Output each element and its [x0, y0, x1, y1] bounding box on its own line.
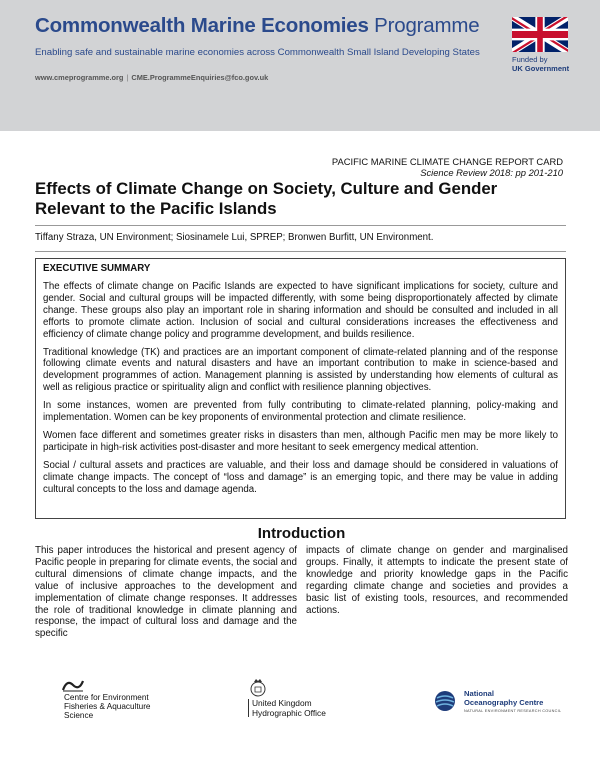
authors-divider: [35, 251, 566, 252]
programme-contact-links: [35, 73, 268, 82]
introduction-left-column: This paper introduces the historical and present agency of Pacific people in preparing for climate events, the social and cultural dimensions of climate change impacts, and the value of inclusive approaches to the development and implementation of climate change responses. It addresses the role of traditional knowledge in climate planning and response, the impact of cultural loss and damage and the specific: [35, 545, 297, 640]
email-link[interactable]: CME.ProgrammeEnquiries@fco.gov.uk: [131, 73, 269, 82]
programme-subtitle: Enabling safe and sustainable marine economies across Commonwealth Small Island Developing States: [35, 47, 480, 58]
link-separator: |: [126, 73, 129, 82]
website-link[interactable]: www.cmeprogramme.org: [35, 73, 124, 82]
executive-summary-box: [35, 258, 566, 519]
programme-title: [35, 14, 479, 38]
noc-line-1: National: [464, 689, 494, 698]
report-series: PACIFIC MARINE CLIMATE CHANGE REPORT CARD: [331, 156, 563, 167]
introduction-heading: [0, 525, 600, 542]
summary-paragraph-3: In some instances, women are prevented from fully contributing to climate-related planning, policy-making and implementation. Women can be key proponents of environmental protection and climate resilience.: [43, 400, 558, 424]
union-flag-icon: [512, 17, 568, 52]
funded-by-label: [512, 56, 569, 73]
cefas-name: [64, 693, 150, 721]
cefas-line-2: Fisheries & Aquaculture: [64, 702, 151, 712]
introduction-heading-text: Introduction: [257, 525, 346, 542]
noc-globe-icon: [433, 690, 461, 712]
cefas-wave-icon: [62, 677, 84, 692]
royal-crest-icon: [248, 678, 268, 698]
ukho-line-1: United Kingdom: [252, 698, 312, 708]
executive-summary-heading: EXECUTIVE SUMMARY: [43, 263, 151, 274]
ukho-line-2: Hydrographic Office: [252, 707, 326, 718]
noc-line-2: Oceanography Centre: [464, 697, 544, 707]
introduction-right-column: impacts of climate change on gender and marginalised groups. Finally, it attempts to indicate the present state of knowledge and priority knowledge gaps in the Pacific regarding climate change and societies and provides a basic list of existing tools, resources, and recommended actions.: [306, 545, 568, 616]
summary-paragraph-5: Social / cultural assets and practices are valuable, and their loss and damage should be considered in valuations of climate change impacts. The concept of “loss and damage” is an emerging topic, and there may be value in adding cultural concepts to the loss and damage agenda.: [43, 459, 558, 495]
paper-title: Effects of Climate Change on Society, Culture and Gender Relevant to the Pacific Islands: [35, 179, 498, 218]
funded-line-2: UK Government: [512, 63, 570, 73]
programme-header: [0, 0, 600, 131]
cefas-line-1: Centre for Environment: [64, 693, 149, 702]
cefas-line-3: Science: [64, 711, 94, 721]
summary-paragraph-2: Traditional knowledge (TK) and practices are an important component of climate-related planning and of the response following climate events and natural disasters and have an important contribution to make in science-based and development programmes of action. Management planning is assisted by understanding how elements of cultural as well as religious practice or spirituality align and conflict with resilience planning objectives.: [43, 346, 558, 394]
ukho-divider: [248, 699, 249, 717]
paper-authors: Tiffany Straza, UN Environment; Siosinamele Lui, SPREP; Bronwen Burfitt, UN Environment.: [35, 232, 434, 243]
nerc-label: NATURAL ENVIRONMENT RESEARCH COUNCIL: [464, 709, 562, 713]
programme-title-regular: Programme: [368, 14, 480, 37]
summary-paragraph-4: Women face different and sometimes greater risks in disasters than men, although Pacific men may be more likely to participate in high-risk activities post-disaster and more hesitant to seek emergency medical attention.: [43, 429, 558, 453]
funded-line-1: Funded by: [512, 55, 548, 64]
report-citation: Science Review 2018: pp 201-210: [420, 167, 563, 178]
noc-name: [464, 690, 543, 708]
programme-title-bold: Commonwealth Marine Economies: [35, 14, 369, 37]
report-card-reference: [332, 156, 563, 178]
summary-paragraph-1: The effects of climate change on Pacific Islands are expected to have significant implications for society, culture and gender. Social and cultural groups will be impacted differently, with some being disproportionately affected by climate change. These groups also play an important role in sharing information and should be consulted and included in all efforts to promote climate action. Inclusion of social and cultural considerations increases the effectiveness and efficiency of climate change policy and programme development, and builds resilience.: [43, 281, 558, 340]
title-divider: [35, 225, 566, 226]
ukho-name: [252, 699, 326, 718]
